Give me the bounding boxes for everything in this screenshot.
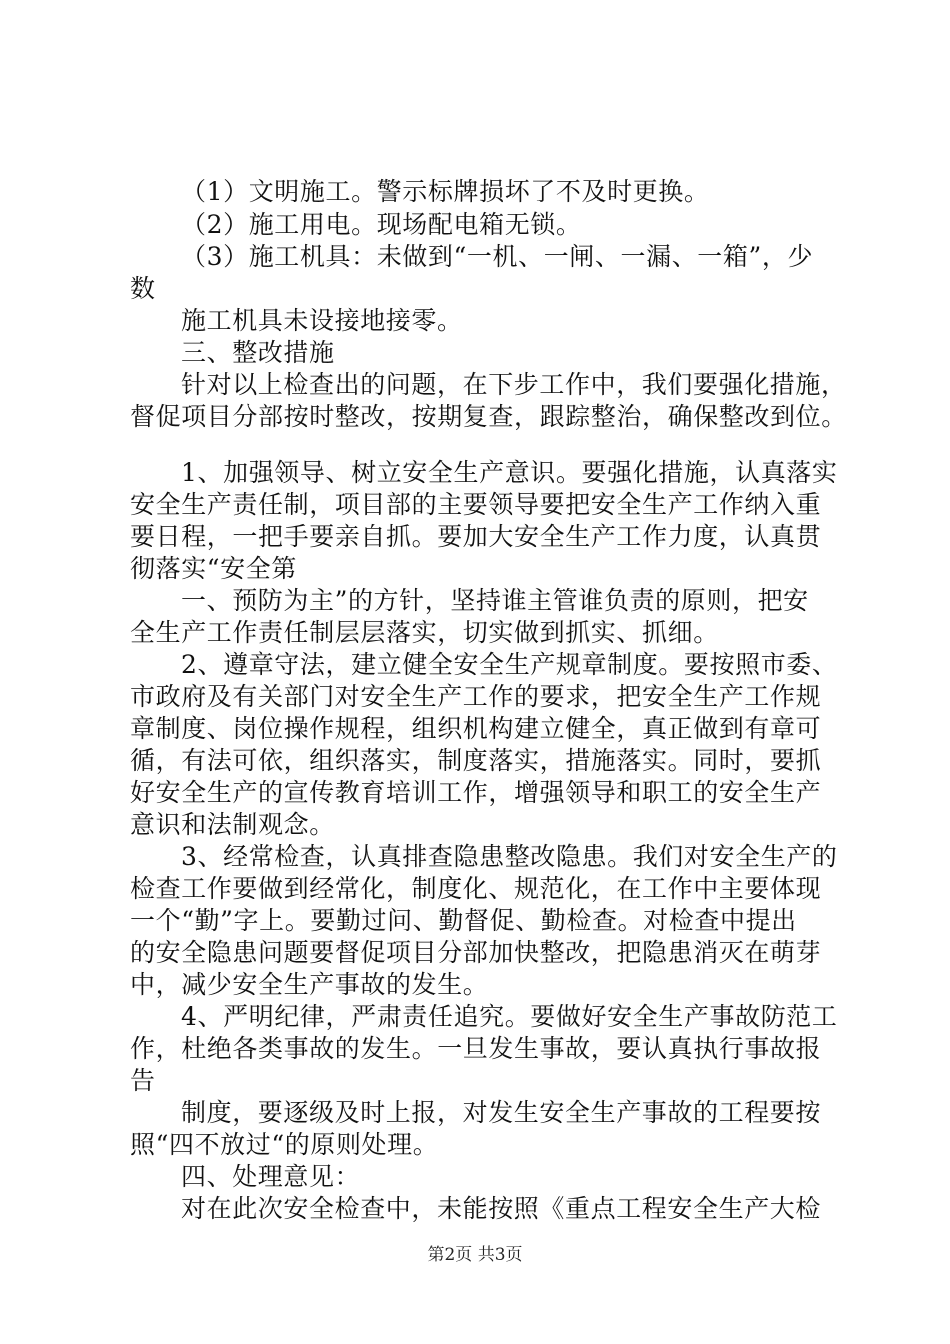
text-line: 作，杜绝各类事故的发生。一旦发生事故，要认真执行事故报 xyxy=(130,1034,822,1063)
text-line: 中，减少安全生产事故的发生。 xyxy=(130,970,489,999)
text-line: 彻落实“安全第 xyxy=(130,554,297,583)
text-line: 的安全隐患问题要督促项目分部加快整改，把隐患消灭在萌芽 xyxy=(130,938,822,967)
text-line: 对在此次安全检查中，未能按照《重点工程安全生产大检 xyxy=(181,1194,822,1223)
text-line: 意识和法制观念。 xyxy=(130,810,335,839)
text-line: 一个“勤”字上。要勤过问、勤督促、勤检查。对检查中提出 xyxy=(130,906,797,935)
text-line: 制度，要逐级及时上报，对发生安全生产事故的工程要按 xyxy=(181,1098,822,1127)
text-line: 2、遵章守法，建立健全安全生产规章制度。要按照市委、 xyxy=(181,650,838,679)
section-heading: 四、处理意见： xyxy=(181,1162,361,1191)
text-line: 4、严明纪律，严肃责任追究。要做好安全生产事故防范工 xyxy=(181,1002,838,1031)
text-line: 督促项目分部按时整改，按期复查，跟踪整治，确保整改到位。 xyxy=(130,402,847,431)
text-line: 照“四不放过“的原则处理。 xyxy=(130,1130,439,1159)
text-line: 章制度、岗位操作规程，组织机构建立健全，真正做到有章可 xyxy=(130,714,822,743)
text-line: 好安全生产的宣传教育培训工作，增强领导和职工的安全生产 xyxy=(130,778,822,807)
text-line: （1）文明施工。警示标牌损坏了不及时更换。 xyxy=(181,177,710,206)
page-footer: 第2页 共3页 xyxy=(427,1245,523,1265)
text-line: 全生产工作责任制层层落实，切实做到抓实、抓细。 xyxy=(130,618,719,647)
section-heading: 三、整改措施 xyxy=(181,338,335,367)
text-line: 针对以上检查出的问题，在下步工作中，我们要强化措施， xyxy=(181,370,847,399)
text-line: 检查工作要做到经常化，制度化、规范化，在工作中主要体现 xyxy=(130,874,822,903)
text-line: 一、预防为主”的方针，坚持谁主管谁负责的原则，把安 xyxy=(181,586,809,615)
text-line: 安全生产责任制，项目部的主要领导要把安全生产工作纳入重 xyxy=(130,490,822,519)
text-line: 要日程，一把手要亲自抓。要加大安全生产工作力度，认真贯 xyxy=(130,522,822,551)
text-line: 3、经常检查，认真排查隐患整改隐患。我们对安全生产的 xyxy=(181,842,838,871)
text-line: （2）施工用电。现场配电箱无锁。 xyxy=(181,210,582,239)
text-line: 施工机具未设接地接零。 xyxy=(181,306,463,335)
text-line: 市政府及有关部门对安全生产工作的要求，把安全生产工作规 xyxy=(130,682,822,711)
text-line: 数 xyxy=(130,274,156,303)
text-line: 1、加强领导、树立安全生产意识。要强化措施，认真落实 xyxy=(181,458,838,487)
text-line: 告 xyxy=(130,1066,156,1095)
text-line: （3）施工机具：未做到“一机、一闸、一漏、一箱”，少 xyxy=(181,242,814,271)
text-line: 循，有法可依，组织落实，制度落实，措施落实。同时，要抓 xyxy=(130,746,822,775)
